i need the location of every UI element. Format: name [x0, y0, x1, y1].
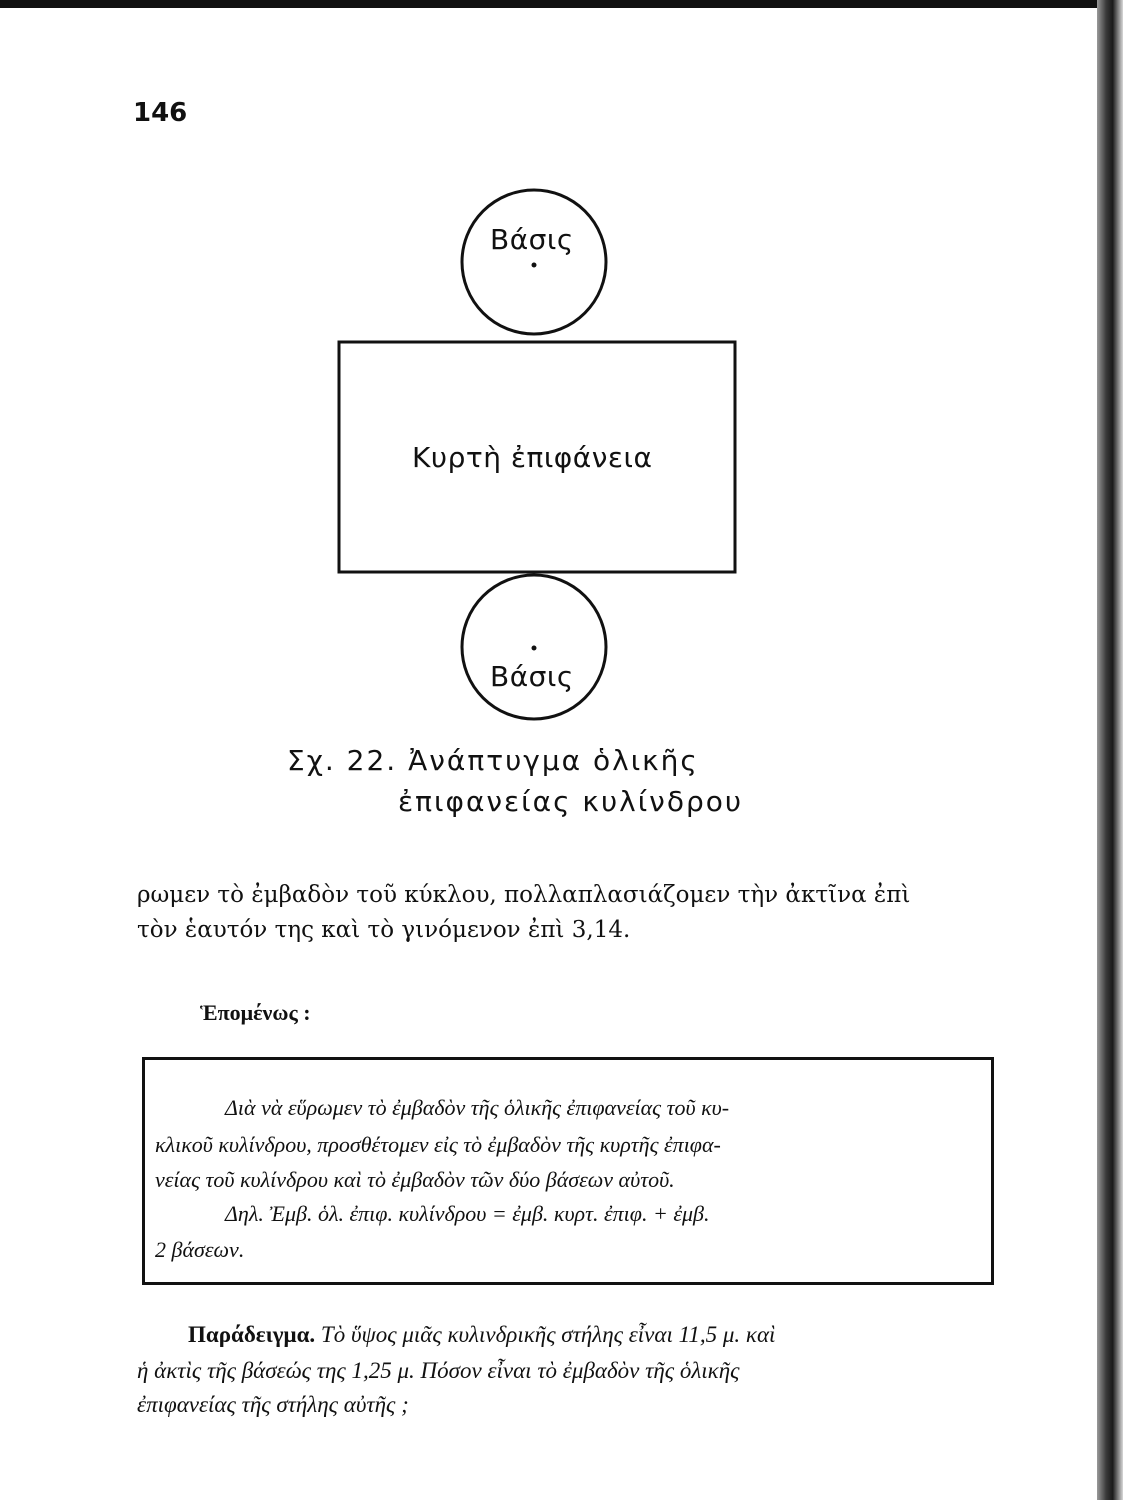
- example-line-1-text: Τὸ ὕψος μιᾶς κυλινδρικῆς στήλης εἶναι 11,5 μ. καὶ: [315, 1322, 776, 1347]
- rule-line-5: 2 βάσεων.: [155, 1237, 245, 1262]
- rule-line-4: Δηλ. Ἐμβ. ὁλ. ἐπιφ. κυλίνδρου = ἐμβ. κυρτ. ἐπιφ. + ἐμβ.: [225, 1201, 710, 1226]
- bottom-base-label: Βάσις: [490, 660, 574, 693]
- example-line-3: ἐπιφανείας τῆς στήλης αὐτῆς ;: [137, 1392, 409, 1417]
- top-base-label: Βάσις: [490, 223, 574, 256]
- example-label: Παράδειγμα.: [188, 1322, 316, 1347]
- rule-line-2: κλικοῦ κυλίνδρου, προσθέτομεν εἰς τὸ ἐμβαδὸν τῆς κυρτῆς ἐπιφα-: [155, 1132, 721, 1157]
- curved-surface-label: Κυρτὴ ἐπιφάνεια: [412, 441, 653, 474]
- rule-line-3: νείας τοῦ κυλίνδρου καὶ τὸ ἐμβαδὸν τῶν δύο βάσεων αὐτοῦ.: [155, 1167, 675, 1192]
- cylinder-net-figure: [330, 185, 740, 755]
- page-number: 146: [133, 98, 188, 128]
- example-line-1: [188, 1322, 775, 1348]
- rule-box: [142, 1057, 994, 1285]
- top-base-circle: [462, 190, 606, 334]
- body-text-line-1: ρωμεν τὸ ἐμβαδὸν τοῦ κύκλου, πολλαπλασιάζομεν τὴν ἀκτῖνα ἐπὶ: [137, 882, 911, 908]
- figure-caption-line-2: ἐπιφανείας κυλίνδρου: [398, 785, 744, 818]
- bottom-base-center-dot: [532, 646, 537, 651]
- example-line-2: ἡ ἀκτὶς τῆς βάσεώς της 1,25 μ. Πόσον εἶναι τὸ ἐμβαδὸν τῆς ὁλικῆς: [137, 1358, 740, 1383]
- scan-top-edge: [0, 0, 1123, 8]
- figure-caption-line-1: Σχ. 22. Ἀνάπτυγμα ὁλικῆς: [287, 744, 699, 777]
- body-text-line-2: τὸν ἑαυτόν της καὶ τὸ γινόμενον ἐπὶ 3,14.: [137, 917, 631, 943]
- section-heading: Ἑπομένως :: [200, 1000, 311, 1025]
- scan-right-edge: [1097, 0, 1123, 1500]
- top-base-center-dot: [532, 263, 537, 268]
- rule-line-1: Διὰ νὰ εὕρωμεν τὸ ἐμβαδὸν τῆς ὁλικῆς ἐπιφανείας τοῦ κυ-: [225, 1095, 730, 1120]
